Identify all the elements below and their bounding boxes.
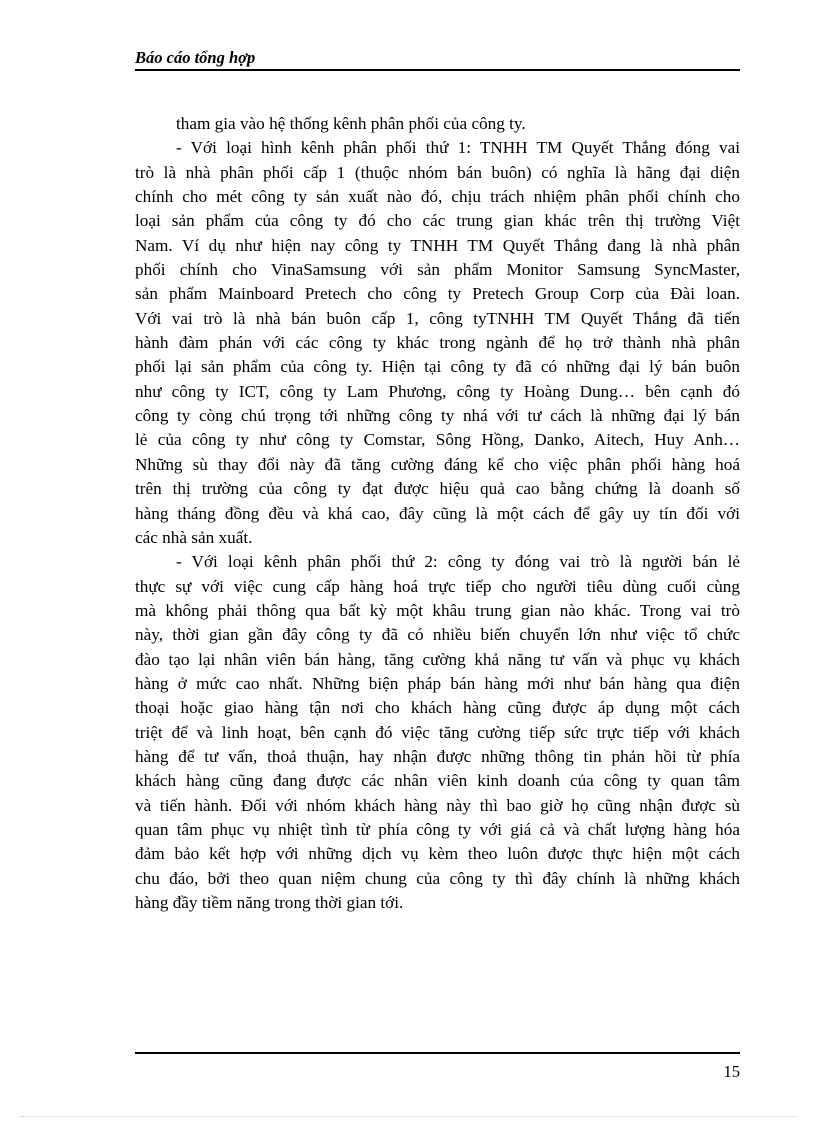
text-line: này, thời gian gần đây công ty đã có nhiều biến chuyển lớn như việc tổ chức <box>135 625 740 645</box>
text-line: các nhà sản xuất. <box>135 527 253 547</box>
page-number: 15 <box>723 1062 740 1081</box>
text-line: như công ty ICT, công ty Lam Phương, công ty Hoàng Dung… bên cạnh đó <box>135 381 740 401</box>
body-text <box>135 112 740 915</box>
text-line: công ty còng chú trọng tới những công ty nhá với tư cách là những đại lý bán <box>135 406 740 426</box>
text-line: hàng đầy tiềm năng trong thời gian tới. <box>135 893 404 912</box>
text-line: quan tâm phục vụ nhiệt tình từ phía công ty với giá cả và chất lượng hàng hóa <box>135 819 740 839</box>
text-line: phối chính cho VinaSamsung với sản phẩm Monitor Samsung SyncMaster, <box>135 260 740 280</box>
page-edge-dotted-line <box>20 1116 796 1117</box>
page-header-title: Báo cáo tổng hợp <box>135 48 256 67</box>
text-line: trên thị trường của công ty đạt được hiệu quả cao bằng chứng là doanh số <box>135 479 740 499</box>
text-line: đảm bảo kết hợp với những dịch vụ kèm theo luôn được thực hiện một cách <box>135 844 740 864</box>
text-line: - Với loại hình kênh phân phối thứ 1: TNHH TM Quyết Thắng đóng vai <box>176 138 740 158</box>
text-line: chính cho mét công ty sản xuất nào đó, chịu trách nhiệm phân phối chính cho <box>135 187 740 207</box>
text-line: chu đáo, bởi theo quan niệm chung của công ty thì đây chính là những khách <box>135 868 740 888</box>
text-line: hàng để tư vấn, thoả thuận, hay nhận được những thông tin phản hồi từ phía <box>135 746 740 766</box>
text-line: và tiến hành. Đối với nhóm khách hàng này thì bao giờ họ cũng nhận được sù <box>135 795 740 815</box>
text-line: lẻ của công ty như công ty Comstar, Sông Hồng, Danko, Aitech, Huy Anh… <box>135 430 740 450</box>
text-line: tham gia vào hệ thống kênh phân phối của công ty. <box>176 114 526 133</box>
text-line: khách hàng cũng đang được các nhân viên kinh doanh của công ty quan tâm <box>135 771 740 791</box>
text-line: phối lại sản phẩm của công ty. Hiện tại công ty đã có những đại lý bán buôn <box>135 357 740 377</box>
text-line: Những sù thay đổi này đã tăng cường đáng kể cho việc phân phối hàng hoá <box>135 454 740 474</box>
text-line: triệt để và linh hoạt, bên cạnh đó việc tăng cường tiếp sức trực tiếp với khách <box>135 722 740 742</box>
text-line: đào tạo lại nhân viên bán hàng, tăng cường khả năng tư vấn và phục vụ khách <box>135 649 740 669</box>
text-line: mà không phải thông qua bất kỳ một khâu trung gian nào khác. Trong vai trò <box>135 600 740 620</box>
text-line: hành đàm phán với các công ty khác trong ngành để họ trở thành nhà phân <box>135 333 740 353</box>
text-line: thực sự với việc cung cấp hàng hoá trực tiếp cho người tiêu dùng cuối cùng <box>135 576 740 596</box>
footer-divider <box>135 1052 740 1054</box>
text-line: trò là nhà phân phối cấp 1 (thuộc nhóm bán buôn) có nghĩa là hãng đại diện <box>135 162 740 182</box>
text-line: Với vai trò là nhà bán buôn cấp 1, công tyTNHH TM Quyết Thắng đã tiến <box>135 308 740 328</box>
text-line: thoại hoặc giao hàng tận nơi cho khách hàng cũng được áp dụng một cách <box>135 698 740 718</box>
header-divider <box>135 69 740 71</box>
text-line: - Với loại kênh phân phối thứ 2: công ty đóng vai trò là người bán lẻ <box>176 552 740 572</box>
text-line: Nam. Ví dụ như hiện nay công ty TNHH TM Quyết Thắng đang là nhà phân <box>135 235 740 255</box>
text-line: hàng ở mức cao nhất. Những biện pháp bán hàng mới như bán hàng qua điện <box>135 673 740 693</box>
text-line: loại sản phẩm của công ty đó cho các trung gian khác trên thị trường Việt <box>135 211 740 231</box>
text-line: hàng tháng đồng đều và khá cao, đây cũng là một cách để gây uy tín đối với <box>135 503 740 523</box>
text-line: sản phẩm Mainboard Pretech cho công ty Pretech Group Corp của Đài loan. <box>135 284 740 304</box>
